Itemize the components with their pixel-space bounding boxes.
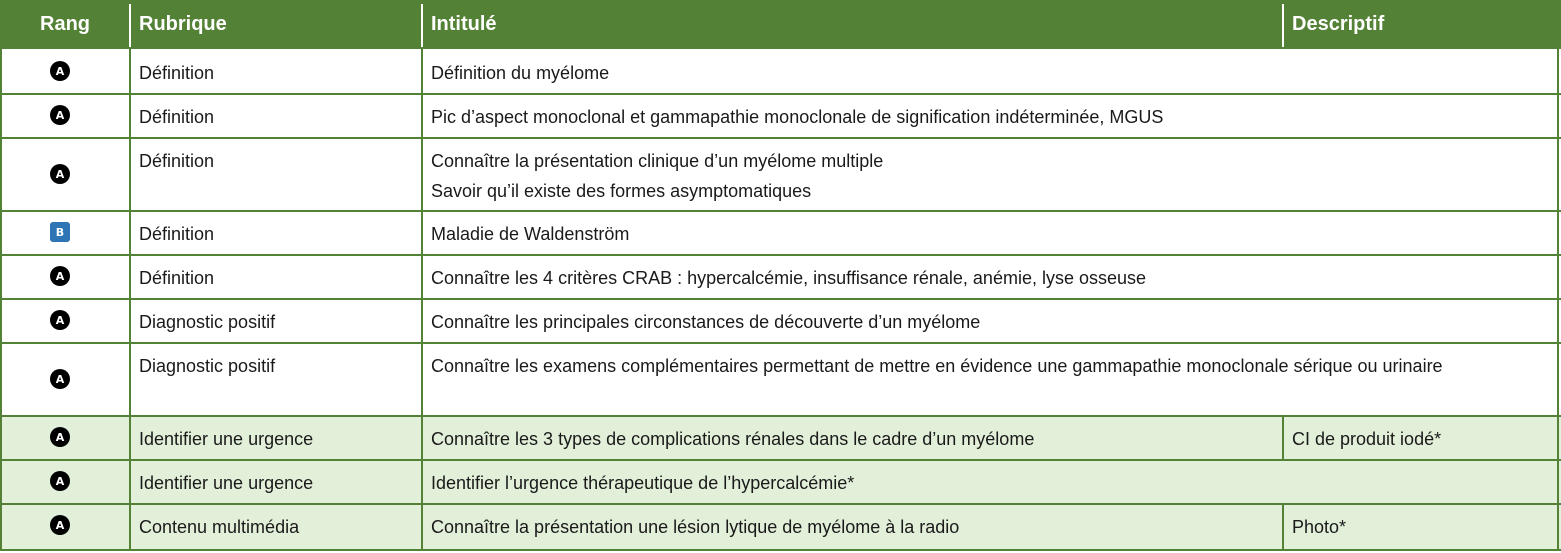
cell-intitule [423, 503, 1283, 549]
grid-line-vertical [1557, 459, 1559, 505]
grid-line-vertical [129, 93, 131, 139]
table-row [0, 93, 1561, 137]
grid-line-vertical [1557, 298, 1559, 344]
intitule-line: Connaître la présentation une lésion lytique de myélome à la radio [431, 517, 960, 537]
rang-badge-a: A [50, 61, 70, 81]
cell-intitule [423, 415, 1283, 459]
header-intitule: Intitulé [431, 13, 497, 35]
intitule-line: Pic d’aspect monoclonal et gammapathie monoclonale de signification indéterminée, MGUS [431, 107, 1164, 127]
grid-line-vertical [0, 298, 2, 344]
table-row [0, 137, 1561, 210]
grid-line-horizontal [0, 137, 1561, 139]
cell-rubrique: Définition [139, 224, 215, 244]
cell-descriptif: CI de produit iodé* [1292, 429, 1442, 449]
grid-line-horizontal [0, 254, 1561, 256]
table-row [0, 342, 1561, 415]
intitule-line: Identifier l’urgence thérapeutique de l’hypercalcémie* [431, 473, 855, 493]
rang-badge-b: B [50, 222, 70, 242]
grid-line-vertical [129, 210, 131, 256]
grid-line-vertical [421, 210, 423, 256]
header-rang: Rang [40, 13, 90, 35]
table-row [0, 503, 1561, 549]
cell-intitule [423, 459, 1559, 503]
grid-line-vertical [129, 49, 131, 95]
cell-rubrique: Définition [139, 63, 215, 83]
grid-line-vertical [421, 137, 423, 212]
grid-line-vertical [129, 342, 131, 417]
grid-line-vertical [1557, 503, 1559, 551]
table-row [0, 49, 1561, 93]
grid-line-vertical [421, 415, 423, 461]
grid-line-horizontal [0, 503, 1561, 505]
grid-line-vertical [129, 503, 131, 551]
grid-line-vertical [1557, 415, 1559, 461]
grid-line-horizontal [0, 210, 1561, 212]
grid-line-vertical [421, 342, 423, 417]
header-rubrique: Rubrique [139, 13, 227, 35]
table-row [0, 459, 1561, 503]
intitule-line: Connaître les principales circonstances de découverte d’un myélome [431, 312, 981, 332]
grid-line-horizontal [0, 415, 1561, 417]
rang-badge-a: A [50, 105, 70, 125]
grid-line-vertical [1557, 254, 1559, 300]
cell-intitule [423, 93, 1559, 137]
grid-line-vertical [129, 254, 131, 300]
grid-line-vertical [1282, 503, 1284, 551]
grid-line-horizontal [0, 93, 1561, 95]
table-row [0, 254, 1561, 298]
cell-intitule [423, 298, 1559, 342]
grid-line-vertical [129, 137, 131, 212]
cell-rubrique: Identifier une urgence [139, 473, 314, 493]
grid-line-horizontal [0, 549, 1561, 551]
header-descriptif: Descriptif [1292, 13, 1385, 35]
grid-line-vertical [1557, 93, 1559, 139]
rang-badge-a: A [50, 369, 70, 389]
grid-line-vertical [421, 93, 423, 139]
grid-line-vertical [0, 210, 2, 256]
grid-line-vertical [1557, 342, 1559, 417]
rang-badge-a: A [50, 427, 70, 447]
grid-line-vertical [129, 298, 131, 344]
rang-badge-a: A [50, 515, 70, 535]
cell-rubrique: Identifier une urgence [139, 429, 314, 449]
grid-line-vertical [1557, 210, 1559, 256]
cell-rubrique: Définition [139, 268, 215, 288]
cell-descriptif: Photo* [1292, 517, 1347, 537]
grid-line-vertical [1557, 49, 1559, 95]
grid-line-horizontal [0, 459, 1561, 461]
grid-line-vertical [0, 459, 2, 505]
rang-badge-a: A [50, 310, 70, 330]
grid-line-vertical [421, 298, 423, 344]
grid-line-vertical [421, 254, 423, 300]
intitule-line: Connaître les 3 types de complications rénales dans le cadre d’un myélome [431, 429, 1035, 449]
grid-line-vertical [0, 342, 2, 417]
cell-intitule [423, 254, 1559, 298]
grid-line-vertical [0, 49, 2, 95]
grid-line-vertical [0, 503, 2, 551]
grid-line-horizontal [0, 342, 1561, 344]
intitule-line: Connaître les examens complémentaires permettant de mettre en évidence une gammapathie monoclonale sérique ou urinaire [431, 356, 1443, 376]
grid-line-vertical [421, 49, 423, 95]
cell-rubrique: Diagnostic positif [139, 312, 276, 332]
cell-intitule [423, 342, 1559, 415]
cell-intitule [423, 49, 1559, 93]
intitule-line: Savoir qu’il existe des formes asymptomatiques [431, 181, 812, 201]
grid-line-horizontal [0, 298, 1561, 300]
rang-badge-a: A [50, 471, 70, 491]
grid-line-vertical [0, 415, 2, 461]
grid-line-vertical [1282, 415, 1284, 461]
table-row [0, 210, 1561, 254]
table-row [0, 415, 1561, 459]
grid-line-vertical [129, 415, 131, 461]
cell-rubrique: Définition [139, 107, 215, 127]
grid-line-vertical [1557, 137, 1559, 212]
intitule-line: Maladie de Waldenström [431, 224, 630, 244]
table-row [0, 298, 1561, 342]
cell-rubrique: Contenu multimédia [139, 517, 300, 537]
grid-line-vertical [421, 459, 423, 505]
cell-rubrique: Définition [139, 151, 215, 171]
grid-line-vertical [0, 93, 2, 139]
intitule-line: Connaître la présentation clinique d’un myélome multiple [431, 151, 884, 171]
rang-badge-a: A [50, 266, 70, 286]
cell-rubrique: Diagnostic positif [139, 356, 276, 376]
intitule-line: Connaître les 4 critères CRAB : hypercalcémie, insuffisance rénale, anémie, lyse osseuse [431, 268, 1147, 288]
table-header [0, 0, 1561, 49]
grid-line-vertical [421, 503, 423, 551]
rang-badge-a: A [50, 164, 70, 184]
grid-line-vertical [129, 459, 131, 505]
cell-intitule [423, 137, 1559, 210]
cell-intitule [423, 210, 1559, 254]
intitule-line: Définition du myélome [431, 63, 610, 83]
grid-line-vertical [0, 254, 2, 300]
grid-line-vertical [0, 137, 2, 212]
